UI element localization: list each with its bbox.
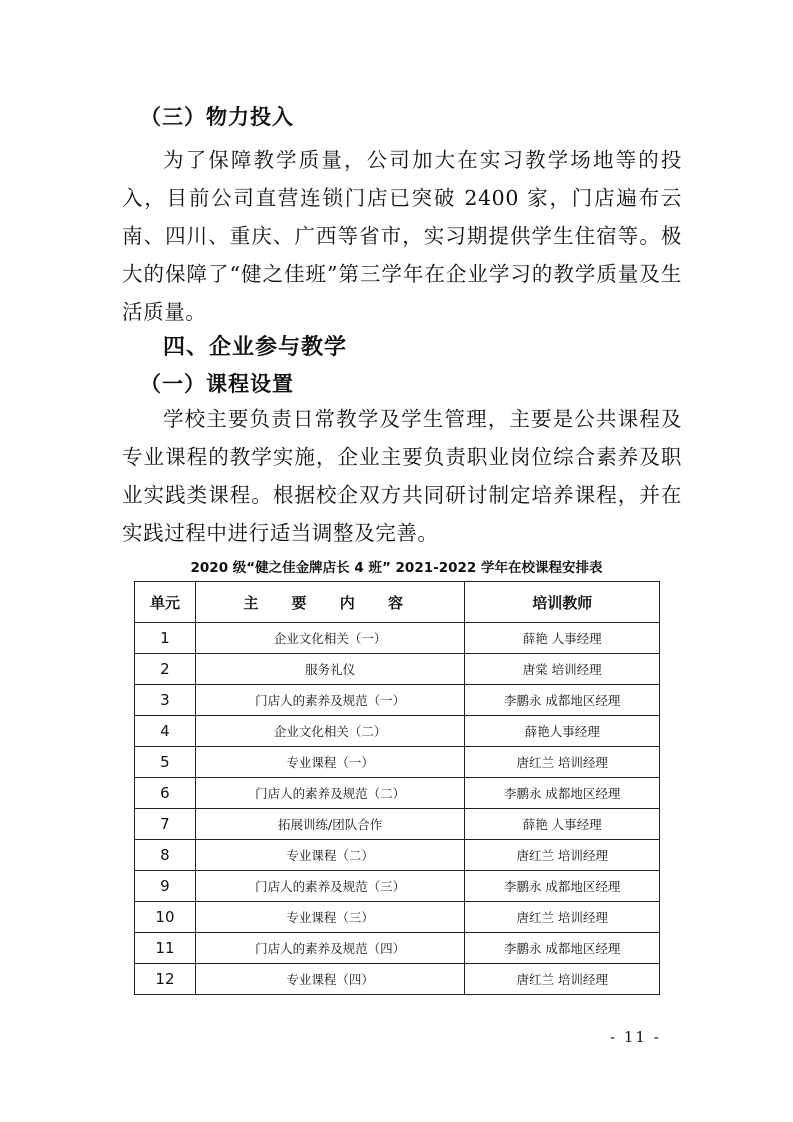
cell-content: 专业课程（二） <box>195 840 464 871</box>
cell-content: 门店人的素养及规范（三） <box>195 871 464 902</box>
cell-teacher: 唐棠 培训经理 <box>465 654 660 685</box>
course-schedule-table <box>134 581 660 995</box>
table-row <box>135 840 660 871</box>
table-row <box>135 716 660 747</box>
cell-teacher: 唐红兰 培训经理 <box>465 964 660 995</box>
header-unit: 单元 <box>135 582 196 623</box>
page-number: - 11 - <box>610 1028 661 1046</box>
cell-teacher: 薛艳 人事经理 <box>465 623 660 654</box>
cell-unit: 9 <box>135 871 196 902</box>
cell-unit: 6 <box>135 778 196 809</box>
cell-teacher: 李鹏永 成都地区经理 <box>465 685 660 716</box>
table-header-row <box>135 582 660 623</box>
cell-unit: 4 <box>135 716 196 747</box>
cell-teacher: 唐红兰 培训经理 <box>465 840 660 871</box>
cell-teacher: 李鹏永 成都地区经理 <box>465 778 660 809</box>
cell-unit: 11 <box>135 933 196 964</box>
cell-unit: 3 <box>135 685 196 716</box>
cell-content: 专业课程（一） <box>195 747 464 778</box>
table-row <box>135 778 660 809</box>
table-row <box>135 964 660 995</box>
cell-content: 服务礼仪 <box>195 654 464 685</box>
cell-unit: 7 <box>135 809 196 840</box>
header-teacher: 培训教师 <box>465 582 660 623</box>
header-content: 主 要 内 容 <box>195 582 464 623</box>
table-row <box>135 623 660 654</box>
cell-content: 门店人的素养及规范（二） <box>195 778 464 809</box>
paragraph-course-setup: 学校主要负责日常教学及学生管理，主要是公共课程及专业课程的教学实施，企业主要负责职业岗位综合素养及职业实践类课程。根据校企双方共同研讨制定培养课程，并在实践过程中进行适当调整及完善。 <box>122 407 682 545</box>
section-heading-material-investment: （三）物力投入 <box>140 105 294 129</box>
section-heading-course-setup: （一）课程设置 <box>140 372 294 396</box>
cell-teacher: 唐红兰 培训经理 <box>465 902 660 933</box>
table-row <box>135 685 660 716</box>
cell-content: 专业课程（三） <box>195 902 464 933</box>
cell-unit: 8 <box>135 840 196 871</box>
cell-content: 企业文化相关（一） <box>195 623 464 654</box>
chapter-heading-enterprise-teaching: 四、企业参与教学 <box>163 335 348 360</box>
cell-teacher: 薛艳 人事经理 <box>465 809 660 840</box>
cell-teacher: 李鹏永 成都地区经理 <box>465 933 660 964</box>
table-row <box>135 654 660 685</box>
table-row <box>135 809 660 840</box>
cell-unit: 2 <box>135 654 196 685</box>
cell-unit: 12 <box>135 964 196 995</box>
table-row <box>135 933 660 964</box>
table-row <box>135 871 660 902</box>
cell-teacher: 李鹏永 成都地区经理 <box>465 871 660 902</box>
table-caption: 2020 级“健之佳金牌店长 4 班” 2021-2022 学年在校课程安排表 <box>190 560 603 576</box>
cell-content: 门店人的素养及规范（一） <box>195 685 464 716</box>
table-row <box>135 902 660 933</box>
cell-unit: 5 <box>135 747 196 778</box>
table-row <box>135 747 660 778</box>
cell-content: 企业文化相关（二） <box>195 716 464 747</box>
cell-content: 拓展训练/团队合作 <box>195 809 464 840</box>
cell-teacher: 薛艳人事经理 <box>465 716 660 747</box>
paragraph-material-investment: 为了保障教学质量，公司加大在实习教学场地等的投入，目前公司直营连锁门店已突破 2400 家，门店遍布云南、四川、重庆、广西等省市，实习期提供学生住宿等。极大的保障了“健之佳班”第三学年在企业学习的教学质量及生活质量。 <box>122 148 682 324</box>
cell-unit: 10 <box>135 902 196 933</box>
cell-content: 专业课程（四） <box>195 964 464 995</box>
cell-unit: 1 <box>135 623 196 654</box>
cell-content: 门店人的素养及规范（四） <box>195 933 464 964</box>
cell-teacher: 唐红兰 培训经理 <box>465 747 660 778</box>
